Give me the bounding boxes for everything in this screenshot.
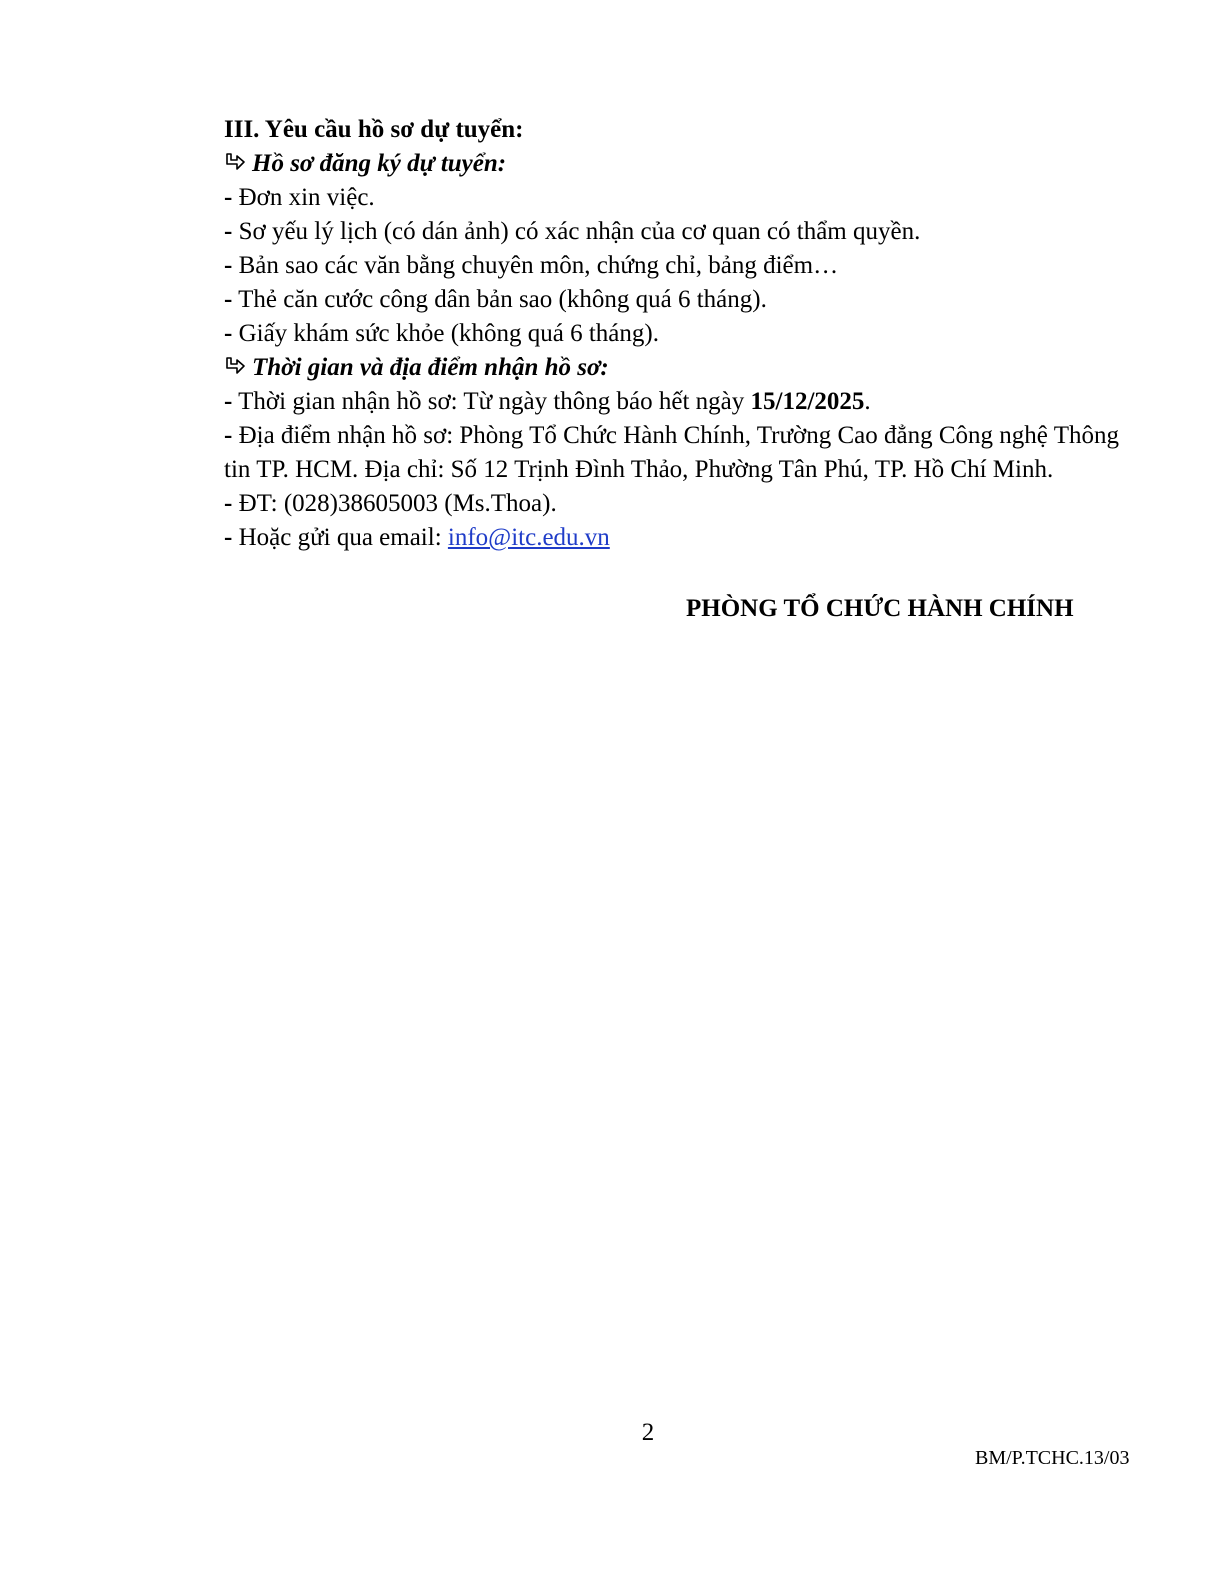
bullet-dash: - — [224, 218, 233, 245]
bullet-dash: - — [224, 490, 233, 517]
submission-location-text: Địa điểm nhận hồ sơ: Phòng Tổ Chức Hành Chính, Trường Cao đẳng Công nghệ Thông tin TP. HCM. Địa chỉ: Số 12 Trịnh Đình Thảo, Phường Tân Phú, TP. Hồ Chí Minh. — [224, 422, 1119, 483]
submission-phone-text: ĐT: (028)38605003 (Ms.Thoa). — [238, 490, 557, 517]
submission-email — [224, 521, 1134, 555]
submission-deadline: 15/12/2025 — [750, 388, 865, 415]
document-body — [224, 113, 1134, 555]
bullet-dash: - — [224, 524, 233, 551]
email-link[interactable]: info@itc.edu.vn — [447, 524, 610, 551]
submission-location — [224, 419, 1134, 487]
application-docs-heading: Hồ sơ đăng ký dự tuyển: — [252, 150, 507, 177]
bullet-dash: - — [224, 184, 233, 211]
bullet-dash: - — [224, 286, 233, 313]
list-item-text: Đơn xin việc. — [238, 184, 375, 211]
submission-heading-row — [224, 351, 1134, 385]
form-code: BM/P.TCHC.13/03 — [975, 1447, 1130, 1469]
bullet-dash: - — [224, 252, 233, 279]
submission-time-suffix: . — [864, 388, 871, 415]
list-item — [224, 283, 1134, 317]
list-item-text: Thẻ căn cước công dân bản sao (không quá 6 tháng). — [238, 286, 767, 313]
hollow-right-arrow-icon — [224, 354, 246, 376]
list-item-text: Sơ yếu lý lịch (có dán ảnh) có xác nhận của cơ quan có thẩm quyền. — [238, 218, 921, 245]
page-number: 2 — [641, 1419, 655, 1446]
hollow-right-arrow-icon — [224, 150, 246, 172]
list-item — [224, 181, 1134, 215]
list-item — [224, 249, 1134, 283]
list-item-text: Bản sao các văn bằng chuyên môn, chứng chỉ, bảng điểm… — [238, 252, 839, 279]
application-docs-heading-row — [224, 147, 1134, 181]
signature: PHÒNG TỔ CHỨC HÀNH CHÍNH — [686, 595, 1074, 622]
submission-time — [224, 385, 1134, 419]
list-item-text: Giấy khám sức khỏe (không quá 6 tháng). — [238, 320, 659, 347]
submission-email-prefix: Hoặc gửi qua email: — [238, 524, 448, 551]
bullet-dash: - — [224, 388, 233, 415]
bullet-dash: - — [224, 320, 233, 347]
submission-time-prefix: Thời gian nhận hồ sơ: Từ ngày thông báo hết ngày — [238, 388, 751, 415]
section-heading: III. Yêu cầu hồ sơ dự tuyển: — [224, 116, 524, 143]
bullet-dash: - — [224, 422, 233, 449]
submission-heading: Thời gian và địa điểm nhận hồ sơ: — [252, 354, 609, 381]
submission-phone — [224, 487, 1134, 521]
list-item — [224, 317, 1134, 351]
list-item — [224, 215, 1134, 249]
